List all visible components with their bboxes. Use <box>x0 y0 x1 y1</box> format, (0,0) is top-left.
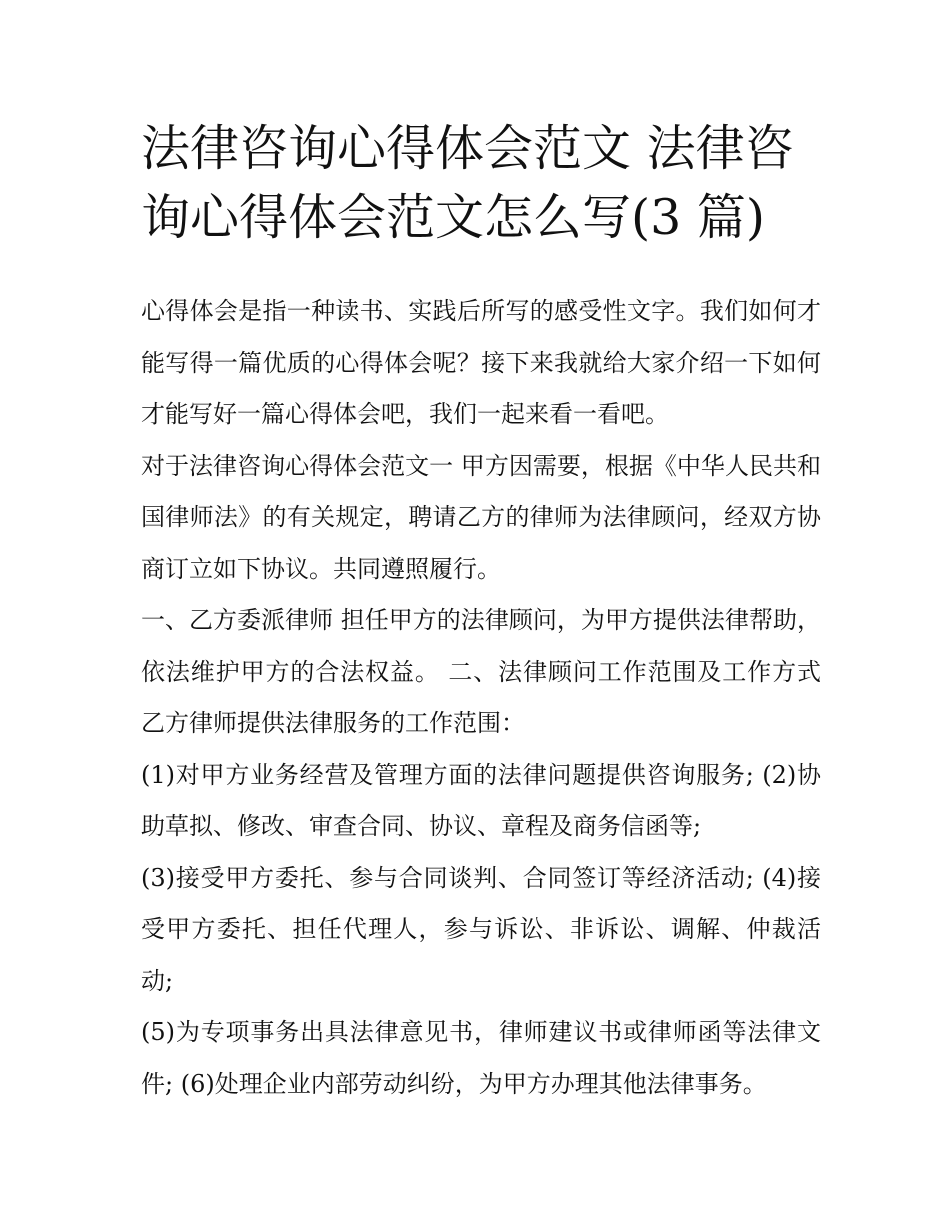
paragraph-clause-one-two: 一、乙方委派律师 担任甲方的法律顾问，为甲方提供法律帮助，依法维护甲方的合法权益。 二、法律顾问工作范围及工作方式 乙方律师提供法律服务的工作范围： <box>141 606 821 737</box>
paragraph-scope-1-2: (1)对甲方业务经营及管理方面的法律问题提供咨询服务; (2)协助草拟、修改、审查合同、协议、章程及商务信函等; <box>141 760 821 840</box>
paragraph-scope-3-4: (3)接受甲方委托、参与合同谈判、合同签订等经济活动; (4)接受甲方委托、担任代理人，参与诉讼、非诉讼、调解、仲裁活动; <box>141 863 821 995</box>
document-title: 法律咨询心得体会范文 法律咨询心得体会范文怎么写(3 篇) <box>141 120 794 246</box>
document-page <box>141 114 821 1110</box>
paragraph-agreement: 对于法律咨询心得体会范文一 甲方因需要，根据《中华人民共和国律师法》的有关规定，聘请乙方的律师为法律顾问，经双方协商订立如下协议。共同遵照履行。 <box>141 451 821 583</box>
paragraph-scope-5-6: (5)为专项事务出具法律意见书，律师建议书或律师函等法律文件; (6)处理企业内部劳动纠纷，为甲方办理其他法律事务。 <box>141 1018 821 1098</box>
paragraph-intro: 心得体会是指一种读书、实践后所写的感受性文字。我们如何才能写得一篇优质的心得体会呢？接下来我就给大家介绍一下如何才能写好一篇心得体会吧，我们一起来看一看吧。 <box>141 297 821 428</box>
document-body <box>141 286 821 1110</box>
